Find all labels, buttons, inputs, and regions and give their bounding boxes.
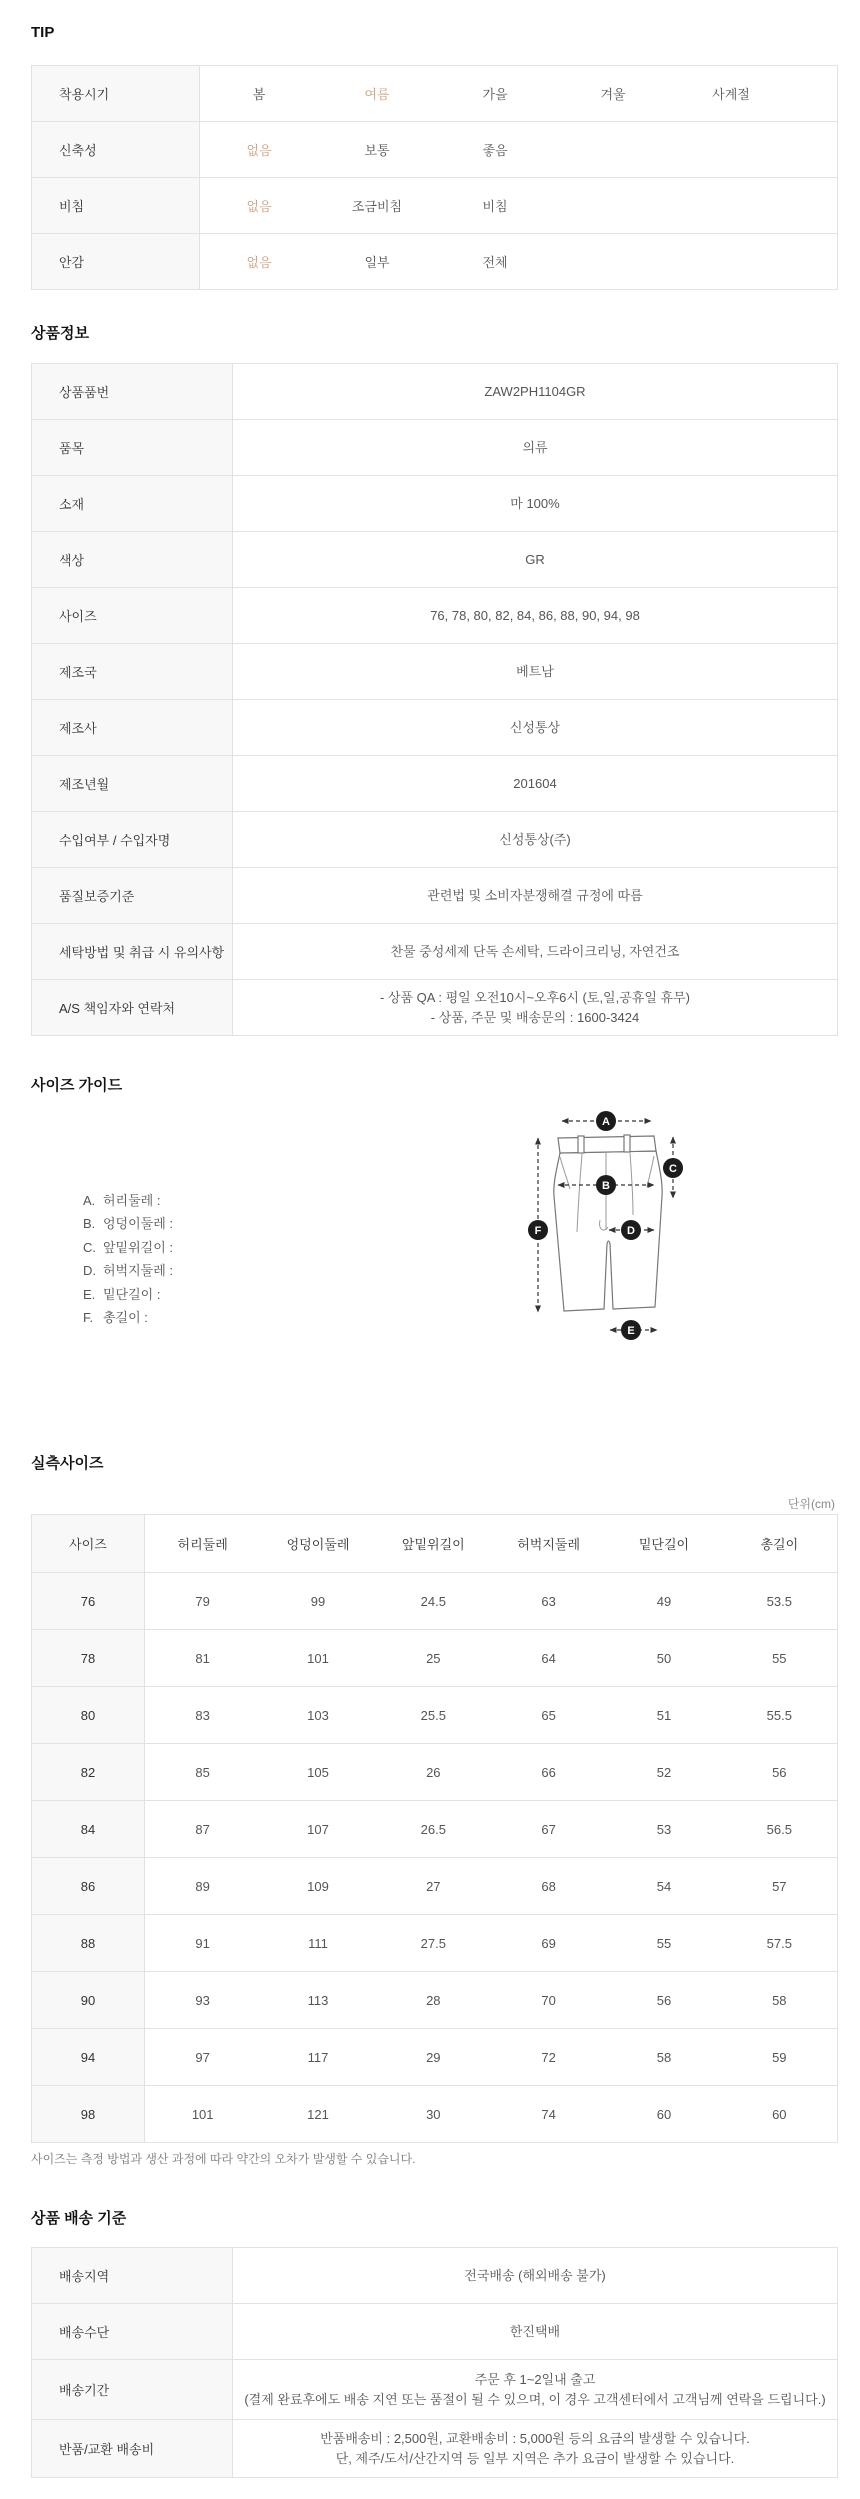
size-guide-label: 엉덩이둘레 : (103, 1216, 174, 1232)
measurement-cell: 57 (772, 1878, 787, 1894)
product-info-row (32, 924, 837, 980)
measurement-cell: 60 (772, 2106, 787, 2122)
size-guide-label: 허벅지둘레 : (103, 1263, 174, 1279)
measurement-cell: 56.5 (766, 1821, 792, 1837)
measurement-cell: 57.5 (766, 1935, 792, 1951)
product-info-row (32, 364, 837, 420)
row-label: 품목 (32, 420, 233, 475)
measurements-header-cell: 총길이 (760, 1537, 799, 1552)
measurement-cell: 101 (191, 2106, 214, 2122)
tip-option: 사계절 (712, 87, 750, 102)
row-label: 제조사 (32, 700, 233, 755)
row-value (233, 2248, 837, 2303)
row-value (233, 756, 837, 811)
measurement-cell: 74 (541, 2106, 556, 2122)
measurement-cell: 105 (307, 1764, 329, 1780)
tip-row (32, 66, 837, 122)
tip-option: 보통 (364, 143, 390, 158)
measurement-cell: 70 (541, 1992, 556, 2008)
measurements-row (32, 1744, 837, 1801)
tip-option: 일부 (364, 255, 390, 270)
row-value (233, 364, 837, 419)
measurement-cell: 52 (656, 1764, 672, 1780)
measurements-header-row (32, 1515, 837, 1573)
svg-text:F: F (534, 1225, 542, 1237)
measurement-cell: 56 (772, 1764, 787, 1780)
size-guide-item (83, 1189, 173, 1212)
shipping-section-title: 상품 배송 기준 (31, 2210, 127, 2227)
measurement-cell: 56 (656, 1992, 672, 2008)
row-label: 품질보증기준 (32, 868, 233, 923)
measurement-cell: 54 (656, 1878, 672, 1894)
measurement-cell: 111 (308, 1935, 328, 1951)
product-info-section-title: 상품정보 (31, 325, 89, 342)
measurements-header-cell: 앞밑위길이 (401, 1537, 465, 1552)
measurement-cell: 25 (426, 1650, 441, 1666)
measurement-cell: 69 (541, 1935, 556, 1951)
measurement-cell: 107 (307, 1821, 329, 1837)
product-info-row (32, 868, 837, 924)
tip-option: 가을 (482, 87, 508, 102)
measurement-cell: 66 (541, 1764, 556, 1780)
size-cell: 90 (32, 1972, 145, 2028)
measurements-row (32, 1858, 837, 1915)
size-guide-label: 앞밑위길이 : (103, 1239, 174, 1255)
size-cell: 80 (32, 1687, 145, 1743)
belt-loop-left (578, 1136, 584, 1153)
shipping-table (31, 2247, 838, 2478)
size-cell: 94 (32, 2029, 145, 2085)
measurement-cell: 25.5 (420, 1707, 446, 1723)
tip-option: 좋음 (482, 143, 508, 158)
row-label: 사이즈 (32, 588, 233, 643)
measurement-cell: 28 (426, 1992, 441, 2008)
svg-text:E: E (627, 1325, 635, 1337)
measurements-row (32, 1687, 837, 1744)
measurement-cell: 89 (195, 1878, 210, 1894)
size-guide-section-title: 사이즈 가이드 (31, 1077, 123, 1094)
measurements-header-cell: 밑단길이 (638, 1537, 690, 1552)
measurement-cell: 27 (426, 1878, 441, 1894)
measurement-cell: 53.5 (766, 1593, 792, 1609)
size-guide-item (83, 1259, 173, 1282)
measurement-cell: 109 (307, 1878, 329, 1894)
product-info-table (31, 363, 838, 1036)
measurement-cell: 93 (195, 1992, 210, 2008)
value-line: 의류 (522, 439, 548, 455)
measurement-cell: 50 (656, 1650, 672, 1666)
row-value (233, 2304, 837, 2359)
product-info-row (32, 420, 837, 476)
row-value (233, 2360, 837, 2419)
measurement-cell: 60 (656, 2106, 672, 2122)
measurements-row (32, 1573, 837, 1630)
size-cell: 76 (32, 1573, 145, 1629)
measurements-row (32, 1915, 837, 1972)
value-line: 주문 후 1~2일내 출고 (474, 2371, 596, 2387)
marker-d-icon (621, 1220, 641, 1240)
measurement-cell: 26.5 (420, 1821, 446, 1837)
size-guide-label: 밑단길이 : (103, 1286, 161, 1302)
measurements-header-cell: 사이즈 (32, 1515, 145, 1572)
value-line: GR (525, 551, 545, 567)
measurements-row (32, 1972, 837, 2029)
size-guide-list (83, 1189, 173, 1329)
measurement-cell: 29 (426, 2049, 441, 2065)
size-guide-letter: D. (83, 1263, 96, 1279)
pants-outline (554, 1151, 662, 1311)
tip-section-title: TIP (31, 24, 55, 41)
tip-row (32, 234, 837, 290)
pants-measurement-diagram (520, 1080, 740, 1380)
measurements-header-cell: 엉덩이둘레 (286, 1537, 350, 1552)
size-guide-letter: C. (83, 1239, 96, 1255)
row-label: 배송지역 (32, 2248, 233, 2303)
row-value (233, 588, 837, 643)
measurements-header-cell: 허벅지둘레 (517, 1537, 581, 1552)
row-value (233, 476, 837, 531)
value-line: 76, 78, 80, 82, 84, 86, 88, 90, 94, 98 (430, 607, 640, 623)
measurement-cell: 27.5 (420, 1935, 446, 1951)
marker-b-icon (596, 1175, 616, 1195)
size-guide-label: 허리둘레 : (103, 1193, 161, 1208)
tip-row (32, 178, 837, 234)
tip-option-selected: 여름 (364, 87, 390, 102)
row-label: 제조국 (32, 644, 233, 699)
row-value (233, 420, 837, 475)
value-line: 단, 제주/도서/산간지역 등 일부 지역은 추가 요금이 발생할 수 있습니다. (335, 2450, 735, 2466)
product-info-row (32, 980, 837, 1036)
tip-row (32, 122, 837, 178)
row-value (233, 532, 837, 587)
value-line: 한진택배 (509, 2323, 561, 2339)
size-cell: 78 (32, 1630, 145, 1686)
size-guide-item (83, 1283, 173, 1306)
measurement-cell: 67 (541, 1821, 556, 1837)
tip-row-label: 비침 (32, 178, 200, 233)
tip-option: 비침 (482, 199, 508, 214)
tip-option-selected: 없음 (246, 199, 272, 214)
tip-row-label: 착용시기 (32, 66, 200, 121)
measurements-table (31, 1514, 838, 2143)
size-footnote: 사이즈는 측정 방법과 생산 과정에 따라 약간의 오차가 발생할 수 있습니다. (31, 2152, 416, 2166)
marker-c-icon (663, 1158, 683, 1178)
measurement-cell: 91 (195, 1935, 210, 1951)
product-info-row (32, 700, 837, 756)
measurement-cell: 87 (195, 1821, 210, 1837)
row-label: 색상 (32, 532, 233, 587)
measurement-cell: 72 (541, 2049, 556, 2065)
measurement-cell: 55 (772, 1650, 787, 1666)
row-label: 소재 (32, 476, 233, 531)
row-label: 상품품번 (32, 364, 233, 419)
measurement-cell: 113 (307, 1992, 329, 2008)
row-label: 배송수단 (32, 2304, 233, 2359)
row-value (233, 812, 837, 867)
size-cell: 82 (32, 1744, 145, 1800)
measurement-cell: 30 (426, 2106, 441, 2122)
measurements-row (32, 2029, 837, 2086)
row-label: 반품/교환 배송비 (32, 2420, 233, 2477)
tip-option: 겨울 (600, 87, 626, 102)
value-line: 베트남 (516, 663, 554, 679)
svg-text:B: B (602, 1180, 610, 1192)
tip-option: 조금비침 (351, 199, 403, 214)
row-value (233, 924, 837, 979)
value-line: 관련법 및 소비자분쟁해결 규정에 따름 (427, 887, 643, 903)
measurement-cell: 64 (541, 1650, 556, 1666)
tip-option: 봄 (252, 87, 266, 102)
measurements-row (32, 2086, 837, 2143)
measurements-row (32, 1630, 837, 1687)
tip-row-label: 안감 (32, 234, 200, 289)
size-guide-label: 총길이 : (103, 1310, 148, 1326)
tip-option-selected: 없음 (246, 255, 272, 270)
row-label: 수입여부 / 수입자명 (32, 812, 233, 867)
svg-text:C: C (669, 1163, 677, 1175)
measurement-cell: 49 (656, 1593, 672, 1609)
measurement-cell: 97 (195, 2049, 210, 2065)
marker-f-icon (528, 1220, 548, 1240)
measurement-cell: 58 (772, 1992, 787, 2008)
value-line: ZAW2PH1104GR (484, 383, 586, 399)
value-line: 반품배송비 : 2,500원, 교환배송비 : 5,000원 등의 요금의 발생할 수 있습니다. (320, 2430, 750, 2446)
row-label: A/S 책임자와 연락처 (32, 980, 233, 1035)
measurement-cell: 59 (772, 2049, 787, 2065)
size-guide-letter: E. (83, 1286, 96, 1302)
value-line: 찬물 중성세제 단독 손세탁, 드라이크리닝, 자연건조 (390, 943, 680, 959)
size-guide-item (83, 1212, 173, 1235)
measurement-cell: 24.5 (420, 1593, 446, 1609)
measurement-cell: 99 (310, 1593, 326, 1609)
measurement-cell: 79 (195, 1593, 210, 1609)
value-line: - 상품 QA : 평일 오전10시~오후6시 (토,일,공휴일 휴무) (380, 989, 690, 1005)
measurement-cell: 101 (307, 1650, 329, 1666)
measurement-cell: 26 (426, 1764, 441, 1780)
size-cell: 88 (32, 1915, 145, 1971)
row-value (233, 644, 837, 699)
svg-text:D: D (627, 1225, 635, 1237)
row-label: 세탁방법 및 취급 시 유의사항 (32, 924, 233, 979)
tip-option: 전체 (482, 255, 508, 270)
value-line: 신성통상(주) (499, 831, 571, 847)
measurement-cell: 51 (656, 1707, 672, 1723)
row-value (233, 868, 837, 923)
size-cell: 98 (32, 2086, 145, 2142)
size-guide-letter: A. (83, 1193, 96, 1208)
size-guide-item (83, 1236, 173, 1259)
marker-e-icon (621, 1320, 641, 1340)
shipping-row (32, 2304, 837, 2360)
row-label: 배송기간 (32, 2360, 233, 2419)
measurement-cell: 117 (307, 2049, 329, 2065)
value-line: 마 100% (510, 495, 560, 511)
measurement-cell: 53 (656, 1821, 672, 1837)
value-line: 전국배송 (해외배송 불가) (464, 2267, 606, 2283)
measurements-row (32, 1801, 837, 1858)
measurement-cell: 103 (307, 1707, 329, 1723)
product-info-row (32, 812, 837, 868)
measurement-cell: 83 (195, 1707, 210, 1723)
row-value (233, 980, 837, 1035)
marker-a-icon (596, 1111, 616, 1131)
tip-row-label: 신축성 (32, 122, 200, 177)
measurements-header-cell: 허리둘레 (177, 1537, 228, 1552)
row-label: 제조년월 (32, 756, 233, 811)
value-line: (결제 완료후에도 배송 지연 또는 품절이 될 수 있으며, 이 경우 고객센터에서 고객님께 연락을 드립니다.) (244, 2391, 826, 2407)
measurement-cell: 85 (195, 1764, 210, 1780)
measurement-cell: 81 (195, 1650, 210, 1666)
value-line: 신성통상 (509, 719, 561, 735)
measurement-cell: 55 (656, 1935, 672, 1951)
size-guide-letter: F. (83, 1310, 94, 1326)
tip-table (31, 65, 838, 290)
size-guide-letter: B. (83, 1216, 96, 1232)
size-guide-item (83, 1306, 173, 1329)
pants-waistband (558, 1136, 656, 1153)
unit-label: 단위(cm) (787, 1497, 835, 1511)
measurement-cell: 65 (541, 1707, 556, 1723)
belt-loop-right (624, 1135, 630, 1152)
size-cell: 84 (32, 1801, 145, 1857)
svg-text:A: A (602, 1116, 610, 1128)
product-info-row (32, 476, 837, 532)
row-value (233, 2420, 837, 2477)
measurement-cell: 68 (541, 1878, 556, 1894)
product-info-row (32, 588, 837, 644)
measurement-cell: 121 (307, 2106, 329, 2122)
tip-option-selected: 없음 (246, 143, 272, 158)
shipping-row (32, 2248, 837, 2304)
measurements-section-title: 실측사이즈 (31, 1455, 104, 1472)
product-info-row (32, 756, 837, 812)
product-info-row (32, 644, 837, 700)
product-info-row (32, 532, 837, 588)
measurement-cell: 63 (541, 1593, 556, 1609)
row-value (233, 700, 837, 755)
shipping-row (32, 2420, 837, 2478)
measurement-cell: 55.5 (766, 1707, 792, 1723)
value-line: - 상품, 주문 및 배송문의 : 1600-3424 (430, 1009, 640, 1025)
measurement-cell: 58 (656, 2049, 672, 2065)
shipping-row (32, 2360, 837, 2420)
size-cell: 86 (32, 1858, 145, 1914)
value-line: 201604 (513, 775, 557, 791)
